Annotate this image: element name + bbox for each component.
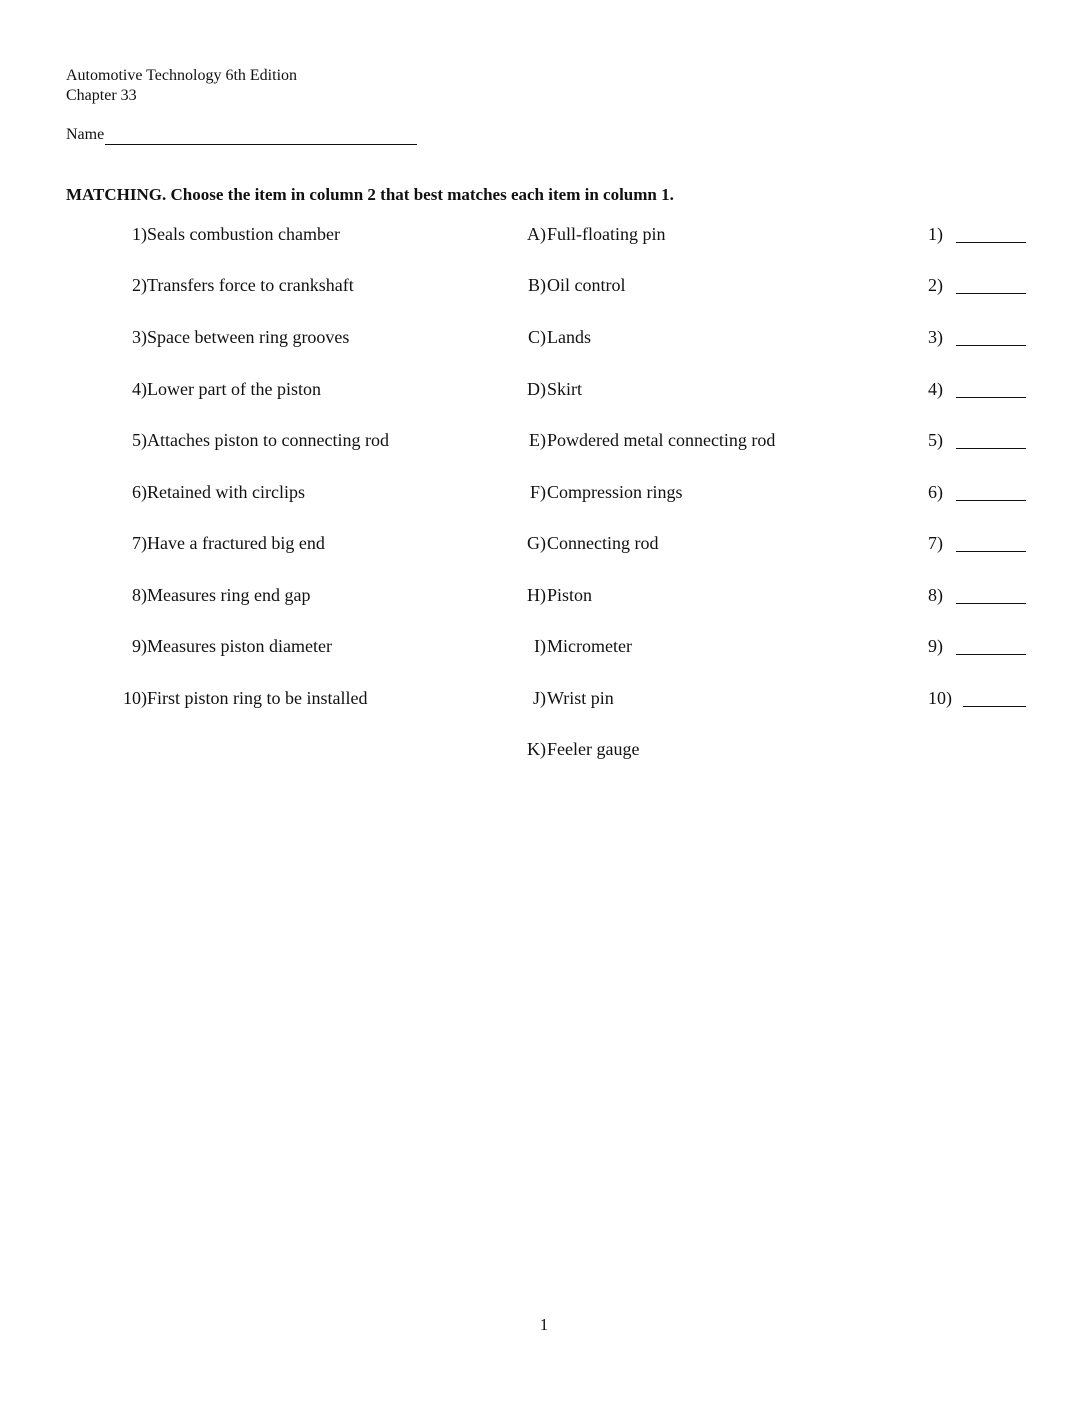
- answer-number: 6): [928, 482, 943, 502]
- item-text: Measures piston diameter: [147, 636, 332, 656]
- matching-row: [0, 273, 1088, 297]
- page-number: 1: [539, 1315, 549, 1334]
- answer-blank[interactable]: [956, 242, 1026, 243]
- option-text: Piston: [547, 585, 593, 605]
- option-text: Powdered metal connecting rod: [547, 430, 776, 450]
- answer-number: 10): [928, 688, 952, 708]
- item-number: 5): [132, 430, 147, 450]
- matching-row: [0, 325, 1088, 349]
- item-text: Measures ring end gap: [147, 585, 311, 605]
- matching-row: [0, 531, 1088, 555]
- matching-row: [0, 686, 1088, 710]
- answer-blank[interactable]: [956, 397, 1026, 398]
- matching-row: [0, 737, 1088, 761]
- option-letter: H): [527, 585, 546, 605]
- item-number: 7): [132, 533, 147, 553]
- answer-blank[interactable]: [956, 500, 1026, 501]
- name-field-row: [66, 125, 417, 145]
- option-letter: G): [527, 533, 546, 553]
- option-letter: J): [533, 688, 546, 708]
- matching-row: [0, 222, 1088, 246]
- item-text: Transfers force to crankshaft: [147, 275, 354, 295]
- option-letter: C): [528, 327, 546, 347]
- item-number: 8): [132, 585, 147, 605]
- option-letter: F): [529, 482, 546, 502]
- item-text: First piston ring to be installed: [147, 688, 368, 708]
- book-title: Automotive Technology 6th Edition: [66, 67, 298, 84]
- item-text: Lower part of the piston: [147, 379, 321, 399]
- chapter-label: Chapter 33: [66, 87, 137, 104]
- item-number: 6): [132, 482, 147, 502]
- option-letter: E): [529, 430, 546, 450]
- matching-row: [0, 428, 1088, 452]
- name-label: Name: [66, 126, 105, 143]
- answer-number: 4): [928, 379, 943, 399]
- answer-number: 5): [928, 430, 943, 450]
- matching-instructions: MATCHING. Choose the item in column 2 that best matches each item in column 1.: [66, 185, 674, 204]
- answer-blank[interactable]: [963, 706, 1026, 707]
- answer-blank[interactable]: [956, 345, 1026, 346]
- answer-blank[interactable]: [956, 551, 1026, 552]
- item-number: 9): [132, 636, 147, 656]
- option-letter: I): [534, 636, 546, 656]
- option-text: Feeler gauge: [547, 739, 640, 759]
- matching-row: [0, 480, 1088, 504]
- matching-row: [0, 634, 1088, 658]
- option-letter: B): [528, 275, 546, 295]
- matching-row: [0, 377, 1088, 401]
- option-text: Wrist pin: [547, 688, 614, 708]
- item-number: 2): [132, 275, 147, 295]
- option-text: Skirt: [547, 379, 583, 399]
- document-header: [66, 66, 297, 106]
- option-letter: K): [527, 739, 546, 759]
- item-text: Retained with circlips: [147, 482, 305, 502]
- answer-number: 1): [928, 224, 943, 244]
- item-number: 10): [123, 688, 147, 708]
- item-number: 1): [132, 224, 147, 244]
- option-letter: A): [527, 224, 546, 244]
- option-text: Lands: [547, 327, 591, 347]
- option-text: Full-floating pin: [547, 224, 666, 244]
- option-text: Oil control: [547, 275, 626, 295]
- answer-blank[interactable]: [956, 603, 1026, 604]
- answer-number: 9): [928, 636, 943, 656]
- name-blank[interactable]: [105, 126, 417, 145]
- item-text: Attaches piston to connecting rod: [147, 430, 389, 450]
- answer-number: 3): [928, 327, 943, 347]
- answer-number: 7): [928, 533, 943, 553]
- item-number: 3): [132, 327, 147, 347]
- matching-row: [0, 583, 1088, 607]
- item-text: Space between ring grooves: [147, 327, 350, 347]
- answer-number: 8): [928, 585, 943, 605]
- answer-number: 2): [928, 275, 943, 295]
- option-letter: D): [527, 379, 546, 399]
- answer-blank[interactable]: [956, 654, 1026, 655]
- option-text: Micrometer: [547, 636, 632, 656]
- option-text: Compression rings: [547, 482, 683, 502]
- item-number: 4): [132, 379, 147, 399]
- answer-blank[interactable]: [956, 293, 1026, 294]
- answer-blank[interactable]: [956, 448, 1026, 449]
- option-text: Connecting rod: [547, 533, 659, 553]
- item-text: Have a fractured big end: [147, 533, 325, 553]
- item-text: Seals combustion chamber: [147, 224, 340, 244]
